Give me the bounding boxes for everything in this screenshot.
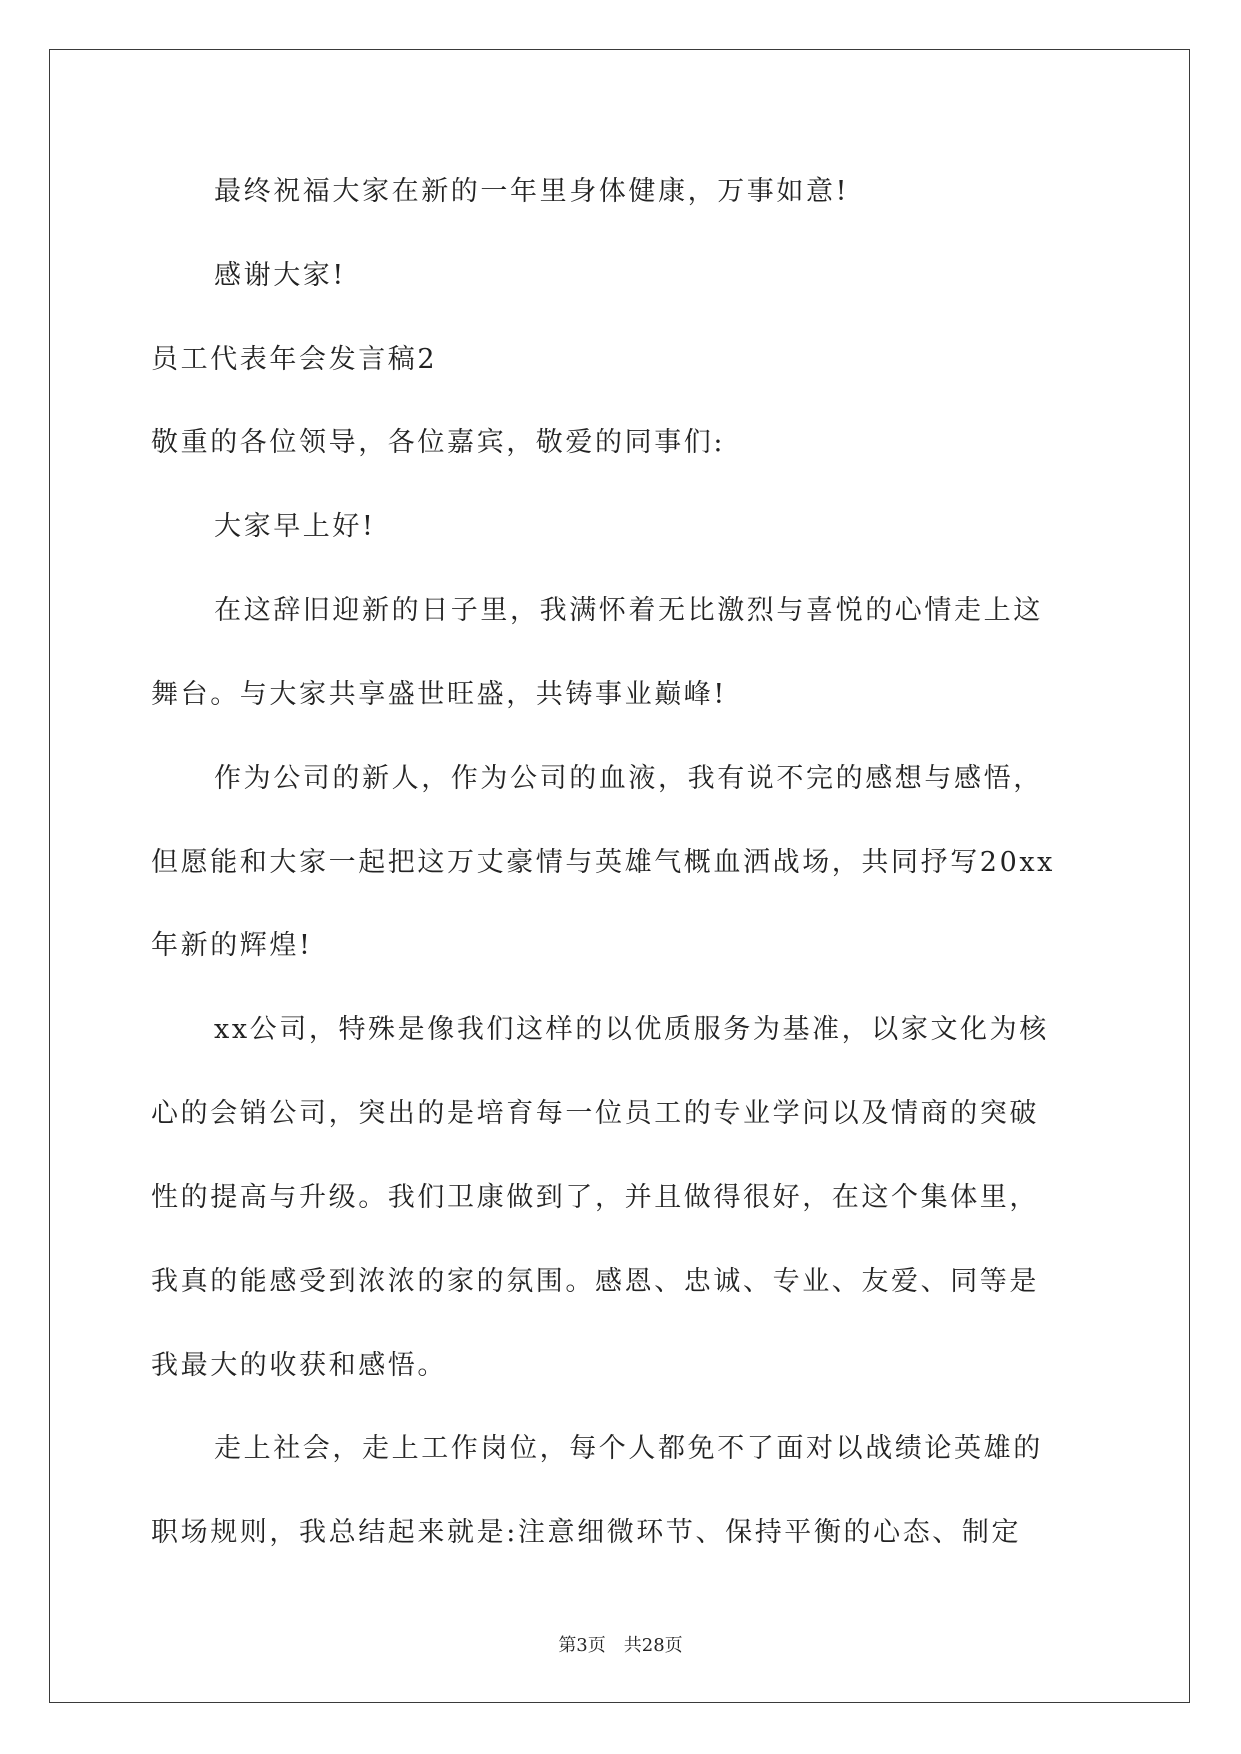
paragraph-line: 我真的能感受到浓浓的家的氛围。感恩、忠诚、专业、友爱、同等是 xyxy=(151,1266,1039,1297)
paragraph-line: 在这辞旧迎新的日子里，我满怀着无比激烈与喜悦的心情走上这 xyxy=(214,595,1043,626)
paragraph-line: 年新的辉煌! xyxy=(151,930,313,961)
paragraph-line: 心的会销公司，突出的是培育每一位员工的专业学问以及情商的突破 xyxy=(151,1098,1039,1129)
section-heading: 员工代表年会发言稿2 xyxy=(151,344,438,375)
page-number: 第3页 xyxy=(558,1635,606,1656)
closing-wishes-line: 最终祝福大家在新的一年里身体健康，万事如意! xyxy=(214,176,850,207)
paragraph-line: 性的提高与升级。我们卫康做到了，并且做得很好，在这个集体里， xyxy=(151,1182,1039,1213)
page-total: 共28页 xyxy=(623,1635,683,1656)
page-footer xyxy=(0,1635,1241,1657)
salutation-line: 敬重的各位领导，各位嘉宾，敬爱的同事们: xyxy=(151,427,726,458)
paragraph-line: 舞台。与大家共享盛世旺盛，共铸事业巅峰! xyxy=(151,679,727,710)
paragraph-line: 走上社会，走上工作岗位，每个人都免不了面对以战绩论英雄的 xyxy=(214,1433,1043,1464)
paragraph-line: 我最大的收获和感悟。 xyxy=(151,1350,447,1381)
paragraph-line: xx公司，特殊是像我们这样的以优质服务为基准，以家文化为核 xyxy=(214,1014,1049,1045)
greeting-line: 大家早上好! xyxy=(214,511,376,542)
paragraph-line: 作为公司的新人，作为公司的血液，我有说不完的感想与感悟， xyxy=(214,763,1043,794)
thanks-line: 感谢大家! xyxy=(214,260,346,291)
paragraph-line: 但愿能和大家一起把这万丈豪情与英雄气概血洒战场，共同抒写20xx xyxy=(151,847,1056,878)
paragraph-line: 职场规则，我总结起来就是:注意细微环节、保持平衡的心态、制定 xyxy=(151,1517,1022,1548)
